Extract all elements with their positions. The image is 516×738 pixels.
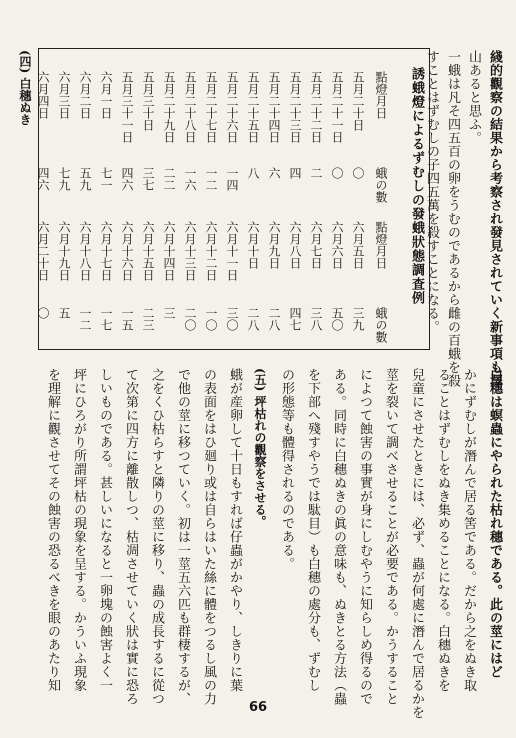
left-row-count: 三 bbox=[162, 307, 176, 319]
lower-text-line: かにずむしが潛んで居る筈である。だから之をぬき取 bbox=[461, 368, 476, 692]
lower-text-line: ある。同時に白穗ぬきの眞の意味も、ぬきとる方法（蟲 bbox=[331, 368, 346, 706]
right-row-count: 七一 bbox=[99, 167, 113, 191]
right-row-date: 五月二十一日 bbox=[330, 71, 344, 143]
left-row-count: 二八 bbox=[267, 307, 281, 331]
lower-text-line: 之をくひ枯らすと隣りの莖に移り、蟲の成長するに從つ bbox=[149, 368, 164, 706]
lower-text-line: 坪にひろがり所謂坪枯の現象を呈する。かういふ現象 bbox=[71, 368, 86, 692]
lower-text-line: て次第に四方に離散しつ、枯凋させていく狀は實に恐ろ bbox=[123, 368, 138, 706]
left-row-date: 六月八日 bbox=[288, 221, 302, 269]
left-row-date: 六月十二日 bbox=[204, 221, 218, 281]
right-row-count: 四六 bbox=[36, 167, 50, 191]
left-row-date: 六月二十日 bbox=[36, 221, 50, 281]
left-row-date: 六月七日 bbox=[309, 221, 323, 269]
left-row-date: 六月十一日 bbox=[225, 221, 239, 281]
right-row-count: 〇 bbox=[351, 167, 365, 179]
right-row-date: 六月三日 bbox=[57, 71, 71, 119]
left-row-count: 二八 bbox=[246, 307, 260, 331]
right-row-date: 五月二十九日 bbox=[162, 71, 176, 143]
lower-text-line: の形態等も體得されるのである。 bbox=[279, 368, 294, 571]
section-4-heading: (四) 白穗ぬき bbox=[18, 50, 32, 126]
right-row-count: 一四 bbox=[225, 167, 239, 191]
right-row-date: 五月二十四日 bbox=[267, 71, 281, 143]
lower-text-line: の表面をはひ廻り或は自らはいた絲に體をつるし風の力 bbox=[201, 368, 216, 706]
right-row-date: 五月二十六日 bbox=[225, 71, 239, 143]
page-number: 66 bbox=[248, 700, 268, 715]
lower-text-line: 白穗は螟蟲にやられた枯れ穗である。此の莖にはど bbox=[487, 368, 502, 679]
lower-text-line: によつて蝕害の事實が身にしむやうに知らしめ得るので bbox=[357, 368, 372, 706]
left-row-date: 六月九日 bbox=[267, 221, 281, 269]
left-row-count: 五 bbox=[57, 307, 71, 319]
left-row-count: 一〇 bbox=[204, 307, 218, 331]
right-row-date: 五月二十七日 bbox=[204, 71, 218, 143]
right-row-count: 七九 bbox=[57, 167, 71, 191]
right-row-date: 五月三十日 bbox=[141, 71, 155, 131]
left-row-count: 一七 bbox=[99, 307, 113, 331]
lower-text-line: (五) 坪枯れの觀察をさせる。 bbox=[253, 368, 267, 528]
right-row-date: 五月三十一日 bbox=[120, 71, 134, 143]
right-row-count: 一六 bbox=[183, 167, 197, 191]
right-row-count: 八 bbox=[246, 167, 260, 179]
left-row-count: 三八 bbox=[309, 307, 323, 331]
right-row-date: 六月一日 bbox=[99, 71, 113, 119]
right-row-count: 四六 bbox=[120, 167, 134, 191]
right-row-date: 六月二日 bbox=[78, 71, 92, 119]
left-row-date: 六月十四日 bbox=[162, 221, 176, 281]
left-header-count: 蛾の數 bbox=[374, 307, 388, 343]
left-row-date: 六月十日 bbox=[246, 221, 260, 269]
left-row-count: 一五 bbox=[120, 307, 134, 331]
left-row-count: 一二 bbox=[78, 307, 92, 331]
right-row-date: 五月二十三日 bbox=[288, 71, 302, 143]
left-row-date: 六月五日 bbox=[351, 221, 365, 269]
left-row-count: 二三 bbox=[141, 307, 155, 331]
right-row-count: 二二 bbox=[162, 167, 176, 191]
lower-text-line: ることはずむしをぬき集めることになる。白穗ぬきを bbox=[435, 368, 450, 692]
right-row-date: 五月二十日 bbox=[351, 71, 365, 131]
lower-text-line: を理解に觀させてその蝕害の恐るべきを眼のあたり知 bbox=[45, 368, 60, 692]
right-row-date: 六月四日 bbox=[36, 71, 50, 119]
right-row-date: 五月二十五日 bbox=[246, 71, 260, 143]
left-row-date: 六月十八日 bbox=[78, 221, 92, 281]
right-row-count: 一二 bbox=[204, 167, 218, 191]
left-row-count: 二〇 bbox=[183, 307, 197, 331]
left-row-date: 六月十三日 bbox=[183, 221, 197, 281]
upper-text-line-2: 山あると思ふ。 bbox=[466, 50, 481, 145]
right-row-count: 〇 bbox=[330, 167, 344, 179]
lower-text-line: 莖を裂いて調べさせることが必要である。かうすること bbox=[383, 368, 398, 706]
lower-text-line: 兒童にさせたときには、必ず、蟲が何處に潛んで居るかを bbox=[409, 368, 424, 719]
right-row-date: 五月二十八日 bbox=[183, 71, 197, 143]
left-row-count: 三〇 bbox=[225, 307, 239, 331]
left-row-count: 三九 bbox=[351, 307, 365, 331]
left-header-date: 點燈月日 bbox=[374, 221, 388, 269]
upper-text-line-1: 綫的觀察の結果から考察され發見されていく新事項も澤 bbox=[487, 50, 502, 388]
moth-survey-table bbox=[38, 48, 430, 350]
right-header-count: 蛾の數 bbox=[374, 167, 388, 203]
table-caption: 誘蛾燈によるずむしの發蛾狀態調査例 bbox=[409, 67, 424, 305]
lower-text-line: 蛾が産卵して十日もすれば仔蟲がかやり、しきりに葉 bbox=[227, 368, 242, 692]
right-row-count: 三七 bbox=[141, 167, 155, 191]
left-row-date: 六月六日 bbox=[330, 221, 344, 269]
left-row-date: 六月十九日 bbox=[57, 221, 71, 281]
left-row-date: 六月十五日 bbox=[141, 221, 155, 281]
left-row-date: 六月十七日 bbox=[99, 221, 113, 281]
lower-text-line: を下部へ殘すやうでは駄目）も白穗の處分も、ずむし bbox=[305, 368, 320, 692]
upper-text-line-3: 一蛾は凡そ四五百の卵をうむのであるから雌の百蛾を殺 bbox=[445, 50, 460, 388]
right-row-count: 二 bbox=[309, 167, 323, 179]
left-row-count: 四七 bbox=[288, 307, 302, 331]
lower-text-line: しいものである。甚しいになると一卵塊の蝕害よく一 bbox=[97, 368, 112, 692]
right-row-count: 六 bbox=[267, 167, 281, 179]
right-row-date: 五月二十二日 bbox=[309, 71, 323, 143]
right-row-count: 四 bbox=[288, 167, 302, 179]
right-row-count: 五九 bbox=[78, 167, 92, 191]
upper-text-line-4: すことはずむしの子四五萬を殺すことになる。 bbox=[424, 50, 439, 334]
lower-text-line: で他の莖に移つていく。初は一莖五六匹も群棲するが、 bbox=[175, 368, 190, 706]
right-header-date: 點燈月日 bbox=[374, 71, 388, 119]
left-row-count: 〇 bbox=[36, 307, 50, 319]
left-row-date: 六月十六日 bbox=[120, 221, 134, 281]
left-row-count: 五〇 bbox=[330, 307, 344, 331]
